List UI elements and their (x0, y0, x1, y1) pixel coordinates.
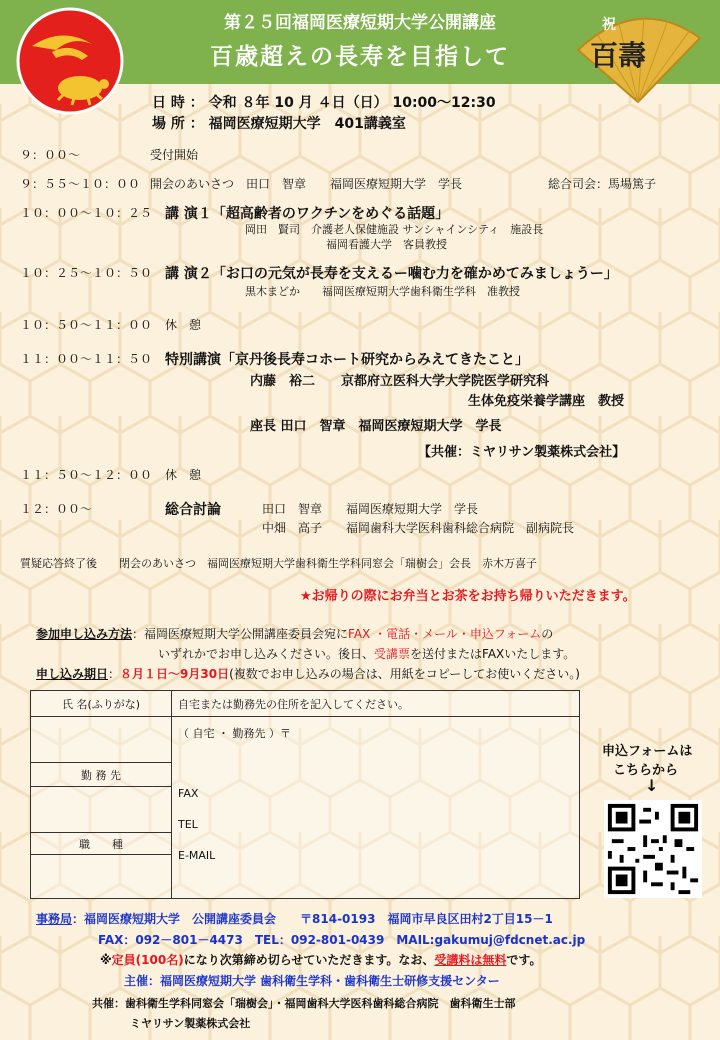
apply-method (36, 625, 553, 642)
deadline (36, 665, 580, 682)
schedule-time: １０：５０～１１：００ (20, 318, 153, 332)
notice-text: ★お帰りの際にお弁当とお茶をお持ち帰りいただきます。 (300, 589, 636, 604)
schedule-item: 開会のあいさつ 田口 智章 福岡医療短期大学 学長 (150, 177, 463, 191)
workplace-label: 勤 務 先 (31, 763, 172, 787)
office-label: 事務局 (36, 912, 73, 926)
speaker: 岡田 賢司 介護老人保健施設 サンシャインシティ 施設長 (245, 223, 544, 236)
page-title: 百歳超えの長寿を目指して (210, 44, 510, 70)
apply-channels: FAX ・電話・メール・申込フォーム (348, 627, 542, 641)
apply-method-suffix: の (541, 627, 554, 641)
job-label: 職 種 (31, 833, 172, 855)
name-cell[interactable] (31, 717, 172, 763)
capacity-mark: ※ (100, 953, 112, 967)
apply-line2 (158, 645, 575, 662)
lecture-series-title: 第２５回福岡医療短期大学公開講座 (224, 13, 496, 33)
fax-label: FAX (178, 787, 199, 800)
schedule-time: １１：００～１１：５０ (20, 352, 153, 366)
office-line (36, 910, 553, 927)
speaker: 内藤 裕二 京都府立医科大学大学院医学研究科 (250, 374, 550, 389)
chairperson: 座長 田口 智章 福岡医療短期大学 学長 (250, 419, 502, 434)
contact-line: FAX：092－801－4473 TEL：092-801-0439 MAIL:gakumuj@fdcnet.ac.jp (98, 933, 586, 947)
down-arrow-icon: ↓ (645, 776, 659, 795)
workplace-cell[interactable] (31, 787, 172, 833)
home-work-choice[interactable]: （ 自宅 ・ 勤務先 ）〒 (178, 727, 291, 740)
capacity-line (100, 951, 541, 968)
qr-caption: 申込フォームは (602, 744, 693, 759)
cosponsor-note: 【共催：ミヤリサン製薬株式会社】 (418, 445, 626, 460)
apply-line2-text: いずれかでお申し込みください。後日、 (158, 647, 375, 661)
deadline-colon: ： (108, 667, 121, 681)
lecture-title: 特別講演「京丹後長寿コホート研究からみえてきたこと」 (165, 352, 529, 368)
schedule-item: 休 憩 (165, 468, 202, 482)
schedule-time: ９：５５～１０：００ (20, 177, 141, 191)
schedule-item: 受付開始 (150, 148, 199, 162)
schedule-time: １０：００～１０：２５ (20, 206, 153, 220)
event-date: 日 時 ： 令和 ８年 10 月 ４日（日） 10:00～12:30 (152, 95, 496, 111)
lecture-title: 講 演２「お口の元気が長寿を支えるー噛む力を確かめてみましょうー」 (165, 266, 618, 282)
apply-line2-suffix: を送付またはFAXいたします。 (410, 647, 576, 661)
cohost-line: 共催：歯科衛生学科同窓会「瑞樹会」・福岡歯科大学医科歯科総合病院 歯科衛生士部 (92, 997, 516, 1010)
deadline-dates: ８月１日～9月30日 (120, 667, 230, 681)
closing-remarks: 質疑応答終了後 閉会のあいさつ 福岡医療短期大学歯科衛生学科同窓会「瑞樹会」会長 赤木万喜子 (20, 557, 537, 570)
schedule-time: １１：５０～１２：００ (20, 468, 153, 482)
schedule-time: １２：００～ (20, 502, 93, 516)
schedule-time: １０：２５～１０：５０ (20, 266, 153, 280)
capacity-text: になり次第締め切らせていただきます。なお、 (183, 953, 435, 967)
apply-method-text: ：福岡医療短期大学公開講座委員会宛に (132, 627, 349, 641)
fan-corner-text: 祝 (602, 17, 616, 33)
cohost-line: ミヤリサン製薬株式会社 (130, 1017, 251, 1030)
ticket-word: 受講票 (374, 647, 411, 661)
email-label: E-MAIL (178, 849, 216, 862)
qr-caption: こちらから (613, 763, 679, 778)
fan-text: 百壽 (590, 39, 647, 72)
office-address: ：福岡医療短期大学 公開講座委員会 〒814-0193 福岡市早良区田村2丁目15－1 (72, 912, 553, 926)
capacity-suffix: です。 (506, 953, 542, 967)
lecture-title: 講 演１「超高齢者のワクチンをめぐる話題」 (165, 206, 450, 222)
tel-label: TEL (178, 818, 198, 831)
application-form (30, 690, 580, 899)
deadline-note: (複数でお申し込みの場合は、用紙をコピーしてお使いください。) (229, 667, 580, 681)
mc-name: 総合司会：馬場篤子 (548, 177, 657, 191)
event-place: 場 所 ： 福岡医療短期大学 401講義室 (152, 116, 406, 132)
name-label: 氏 名(ふりがな) (31, 691, 172, 717)
job-cell[interactable] (31, 855, 172, 899)
apply-method-label: 参加申し込み方法 (36, 627, 133, 641)
schedule-time: ９：００～ (20, 148, 81, 162)
speaker: 生体免疫栄養学講座 教授 (468, 394, 625, 409)
address-cell[interactable] (172, 717, 580, 899)
panelist: 田口 智章 福岡医療短期大学 学長 (262, 502, 479, 516)
schedule-item: 休 憩 (165, 318, 202, 332)
capacity-number: 定員(100名) (111, 953, 184, 967)
panelist: 中畑 高子 福岡歯科大学医科歯科総合病院 副病院長 (262, 521, 575, 535)
speaker: 福岡看護大学 客員教授 (326, 238, 447, 251)
address-note: 自宅または勤務先の住所を記入してください。 (172, 691, 580, 717)
speaker: 黒木まどか 福岡医療短期大学歯科衛生学科 准教授 (245, 285, 520, 298)
qr-code[interactable] (604, 800, 702, 898)
host-line: 主催：福岡医療短期大学 歯科衛生学科・歯科衛生士研修支援センター (124, 974, 500, 988)
schedule-item: 総合討論 (165, 502, 221, 518)
free-fee: 受講料は無料 (434, 953, 507, 967)
deadline-label: 申し込み期日 (36, 667, 109, 681)
